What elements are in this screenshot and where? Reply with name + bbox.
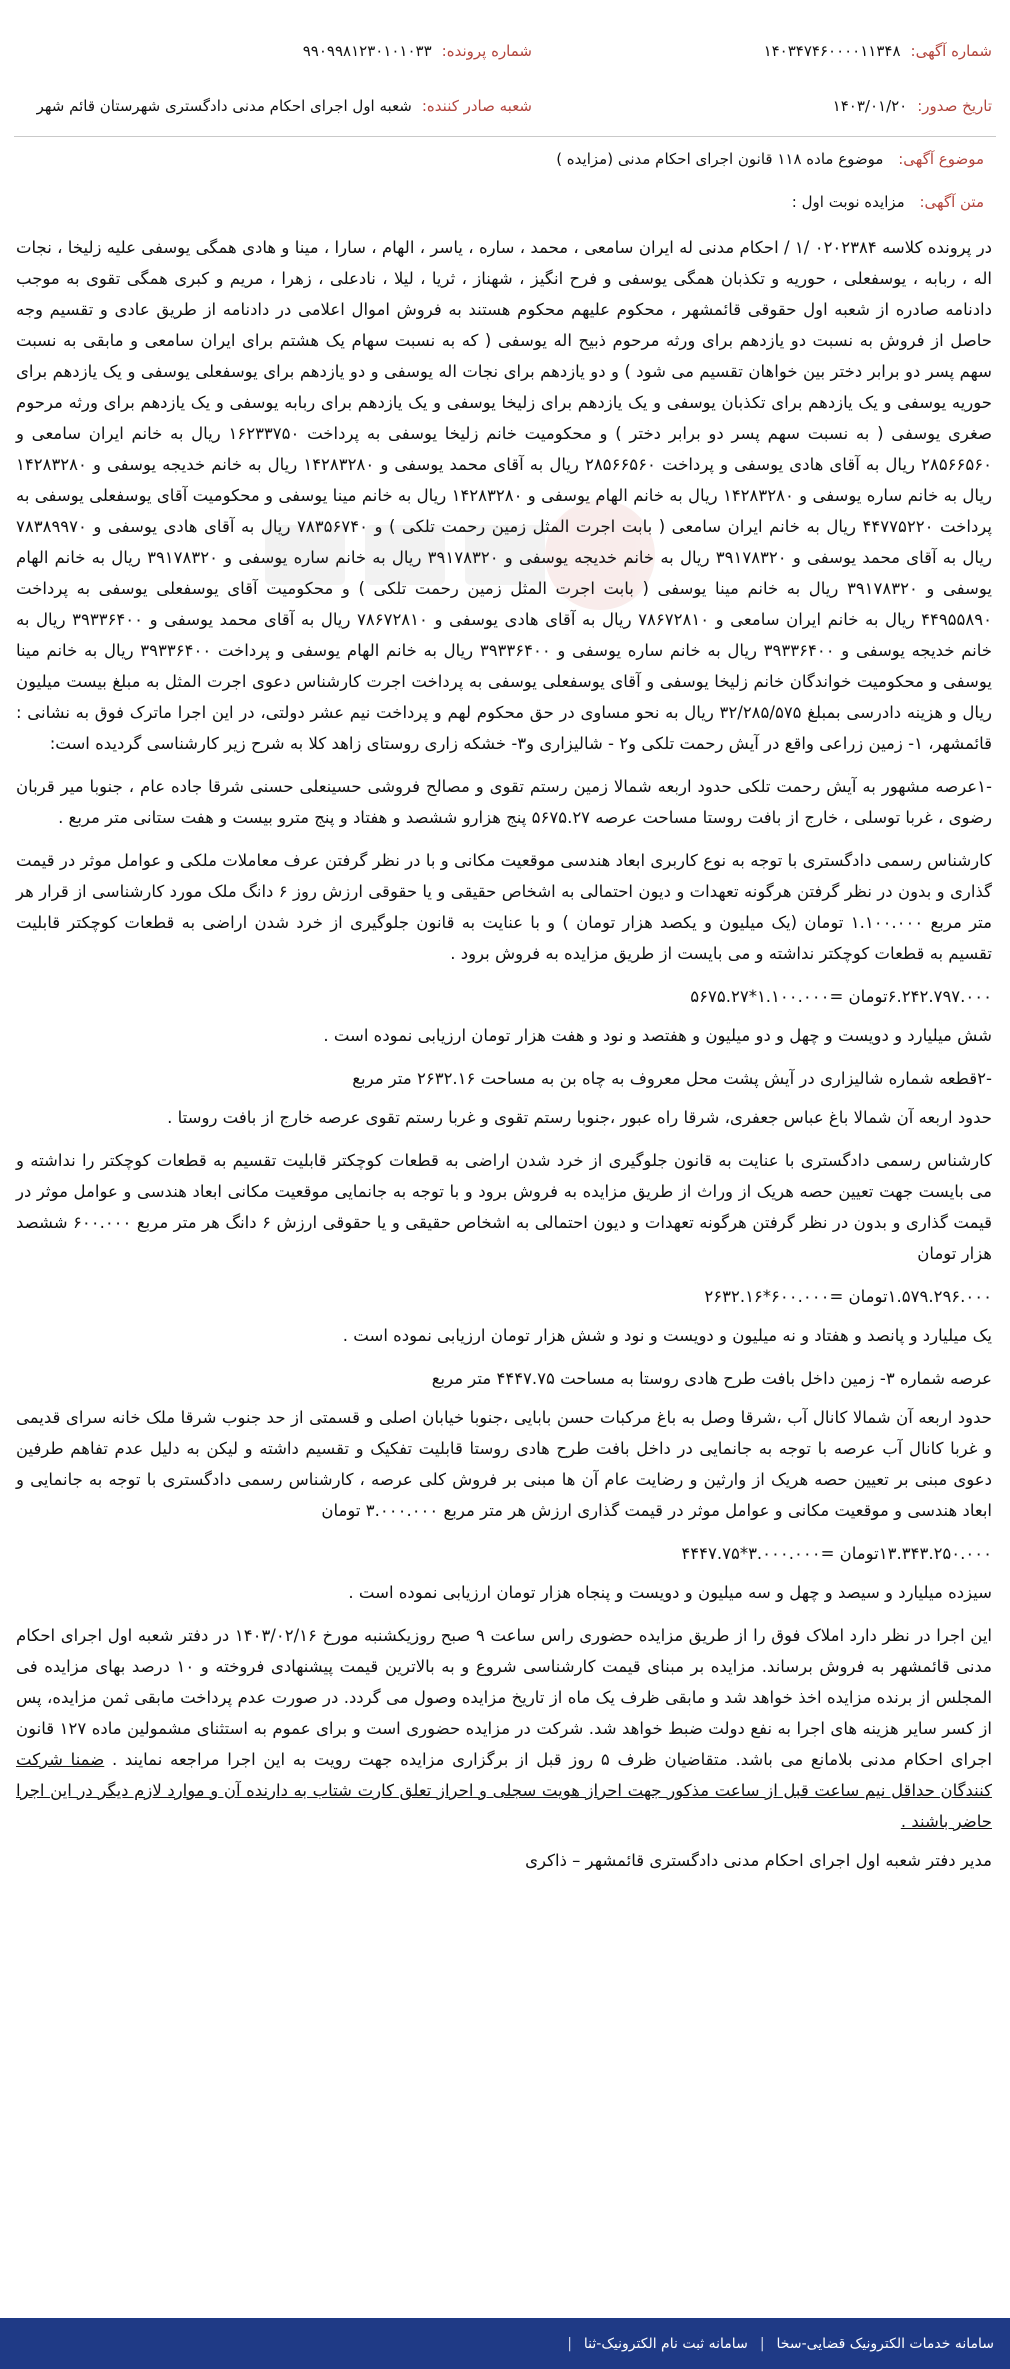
auction-attendance-note: ضمنا شرکت کنندگان حداقل نیم ساعت قبل از ساعت مذکور جهت احراز هویت سجلی و احراز تعلق کارت شتاب به دارنده آن و موارد لازم دیگر در این اجرا حاضر باشند . <box>16 1750 992 1831</box>
body-title-label: متن آگهی: <box>919 193 984 211</box>
paragraph-parcel-1-description: -۱عرصه مشهور به آیش رحمت تلکی حدود اربعه شمالا زمین رستم تقوی و مصالح فروشی حسینعلی حسنی شرقا جاده عام ، جنوبا میر قربان رضوی ، غربا توسلی ، خارج از بافت روستا مساحت عرصه ۵۶۷۵.۲۷ پنج هزارو ششصد و هفتاد و پنج مترو بیست و هفت ستانی متر مربع . <box>16 777 992 827</box>
paragraph-parcel-1-appraisal: کارشناس رسمی دادگستری با توجه به نوع کاربری ابعاد هندسی موقعیت مکانی و با در نظر گرفتن عرف معاملات ملکی و عوامل موثر در قیمت گذاری و بدون در نظر گرفتن هرگونه تعهدات و دیون احتمالی به اشخاص حقیقی و یا حقوقی ارزش روز ۶ دانگ ملک مورد کارشناسی از قرار هر متر مربع ۱.۱۰۰.۰۰۰ تومان (یک میلیون و یکصد هزار تومان ) و با عنایت به قانون جلوگیری از خرد شدن اراضی به قطعات کوچکتر قابلیت تقسیم به قطعات کوچکتر نداشته و می بایست از طریق مزایده به فروش برود . <box>16 851 993 963</box>
paragraph-parcel-3-value-words: سیزده میلیارد و سیصد و چهل و سه میلیون و دویست و پنجاه هزار تومان ارزیابی نموده است . <box>348 1583 992 1602</box>
footer-bar <box>0 2318 1010 2369</box>
paragraph-signature: مدیر دفتر شعبه اول اجرای احکام مدنی دادگستری قائمشهر – ذاکری <box>525 1851 992 1870</box>
subject-label: موضوع آگهی: <box>898 150 984 168</box>
file-number-block <box>18 42 532 60</box>
subject-value: موضوع ماده ۱۱۸ قانون اجرای احکام مدنی (مزایده ) <box>556 150 884 168</box>
paragraph-parcel-2-boundaries: حدود اربعه آن شمالا باغ عباس جعفری، شرقا راه عبور ،جنوبا رستم تقوی و غربا رستم تقوی عرصه خارج از بافت روستا . <box>167 1108 992 1127</box>
footer-link-sakha[interactable]: سامانه خدمات الکترونیک قضایی-سخا <box>776 2335 994 2352</box>
issue-date-block <box>532 97 992 115</box>
header-row-2 <box>18 97 992 115</box>
ad-body-text <box>16 232 992 1888</box>
paragraph-parcel-3-appraisal: حدود اربعه آن شمالا کانال آب ،شرقا وصل به باغ مرکبات حسن بابایی ،جنوبا خیابان اصلی و قسمتی از حد جنوب شرقا ملک خانه سرای قدیمی و غربا کانال آب عرصه با توجه به جانمایی در داخل بافت طرح هادی روستا قابلیت تفکیک و تقسیم داشته و لیکن به دلیل عدم تفاهم طرفین دعوی مبنی بر تعیین حصه هریک از وارثین و رضایت عام آن ها مبنی بر فروش کلی عرصه ، کارشناس رسمی دادگستری با توجه به جانمایی و ابعاد هندسی و موقعیت مکانی و عوامل موثر در قیمت گذاری ارزش هر متر مربع ۳.۰۰۰.۰۰۰ تومان <box>16 1408 992 1520</box>
paragraph-parcel-2-title: -۲قطعه شماره شالیزاری در آیش پشت محل معروف به چاه بن به مساحت ۲۶۳۲.۱۶ متر مربع <box>352 1069 992 1088</box>
file-number-label: شماره پرونده: <box>441 42 532 60</box>
paragraph-parcel-2-calculation: ۱.۵۷۹.۲۹۶.۰۰۰تومان =۶۰۰.۰۰۰*۲۶۳۲.۱۶ <box>704 1287 992 1306</box>
ad-number-value: ۱۴۰۳۴۷۴۶۰۰۰۰۱۱۳۴۸ <box>763 42 901 60</box>
paragraph-parcel-1-calculation: ۶.۲۴۲.۷۹۷.۰۰۰تومان =۱.۱۰۰.۰۰۰*۵۶۷۵.۲۷ <box>690 987 992 1006</box>
footer-separator-end: | <box>567 2335 572 2352</box>
auction-terms-text: این اجرا در نظر دارد املاک فوق را از طریق مزایده حضوری راس ساعت ۹ صبح روزیکشنبه مورخ ۱۴۰۳/۰۲/۱۶ در دفتر شعبه اول اجرای احکام مدنی قائمشهر به فروش برساند. مزایده بر مبنای قیمت کارشناسی شروع و به بالاترین قیمت پیشنهادی فروخته و ۱۰ درصد بهای مزایده فی المجلس از برنده مزایده اخذ خواهد شد و مابقی ظرف یک ماه از تاریخ مزایده وصول می گردد. در صورت عدم پرداخت مابقی ثمن مزایده، پس از کسر سایر هزینه های اجرا به نفع دولت ضبط خواهد شد. شرکت در مزایده حضوری است و برای عموم به استثنای مشمولین ماده ۱۲۷ قانون اجرای احکام مدنی بلامانع می باشد. متقاضیان ظرف ۵ روز قبل از برگزاری مزایده جهت رویت به این اجرا مراجعه نمایند . <box>16 1626 993 1769</box>
ad-number-label: شماره آگهی: <box>910 42 992 60</box>
ad-number-block <box>532 42 992 60</box>
paragraph-auction-terms <box>16 1620 992 1837</box>
paragraph-parcel-1-value-words: شش میلیارد و دویست و چهل و دو میلیون و هفتصد و نود و هفت هزار تومان ارزیابی نموده است . <box>323 1026 992 1045</box>
paragraph-parcel-2-appraisal: کارشناس رسمی دادگستری با عنایت به قانون جلوگیری از خرد شدن اراضی به قطعات کوچکتر قابلیت تقسیم به قطعات کوچکتر را نداشته و می بایست جهت تعیین حصه هریک از وراث از طریق مزایده به فروش برود و با توجه به جانمایی موقعیت مکانی ابعاد هندسی و عوامل موثر در قیمت گذاری و بدون در نظر گرفتن هرگونه تعهدات و دیون احتمالی به اشخاص حقیقی و یا حقوقی ارزش ۶ دانگ هر متر مربع ۶۰۰.۰۰۰ ششصد هزار تومان <box>16 1151 992 1263</box>
issuer-value: شعبه اول اجرای احکام مدنی دادگستری شهرستان قائم شهر <box>36 97 412 115</box>
issuer-block <box>18 97 532 115</box>
issue-date-value: ۱۴۰۳/۰۱/۲۰ <box>832 97 908 115</box>
footer-link-sana[interactable]: سامانه ثبت نام الکترونیک-ثنا <box>583 2335 748 2352</box>
header-divider <box>14 136 996 137</box>
paragraph-case-summary: در پرونده کلاسه ۰۲۰۲۳۸۴ /۱ / احکام مدنی له ایران سامعی ، محمد ، ساره ، یاسر ، الهام ، سارا ، مینا و هادی همگی یوسفی علیه زلیخا ، نجات اله ، ربابه ، یوسفعلی ، حوریه و تکذبان همگی یوسفی و فرح انگیز ، شهناز ، ثریا ، لیلا ، نادعلی ، زهرا ، مریم و کبری همگی تقوی به موجب دادنامه صادره از شعبه اول حقوقی قائمشهر ، محکوم علیهم محکوم هستند به فروش اموال اعلامی در دادنامه از طریق عادی و تقسیم وجه حاصل از فروش به نسبت دو یازدهم برای ورثه مرحوم ذبیح اله یوسفی ( که به نسبت سهام یک هشتم برای ایران سامعی و مابقی به نسبت سهم پسر دو برابر دختر بین خواهان تقسیم می شود ) و دو یازدهم برای نجات اله یوسفی و دو یازدهم برای یوسفعلی یوسفی و یک یازدهم برای حوریه یوسفی و یک یازدهم برای تکذبان یوسفی و یک یازدهم برای زلیخا یوسفی و یک یازدهم برای ربابه یوسفی و یک یازدهم برای ورثه مرحوم صغری یوسفی ( به نسبت سهم پسر دو برابر دختر ) و محکومیت خانم زلیخا یوسفی به پرداخت ۱۶۲۳۳۷۵۰ ریال به خانم ایران سامعی و ۲۸۵۶۶۵۶۰ ریال به آقای هادی یوسفی و پرداخت ۲۸۵۶۶۵۶۰ ریال به آقای محمد یوسفی و ۱۴۲۸۳۲۸۰ ریال به خانم خدیجه یوسفی و ۱۴۲۸۳۲۸۰ ریال به خانم ساره یوسفی و ۱۴۲۸۳۲۸۰ ریال به خانم الهام یوسفی و ۱۴۲۸۳۲۸۰ ریال به خانم مینا یوسفی و محکومیت آقای یوسفعلی یوسفی به پرداخت ۴۴۷۷۵۲۲۰ ریال به خانم ایران سامعی ( بابت اجرت المثل زمین رحمت تلکی ) و ۷۸۳۵۶۷۴۰ ریال به آقای هادی یوسفی و ۷۸۳۸۹۹۷۰ ریال به آقای محمد یوسفی و ۳۹۱۷۸۳۲۰ ریال به خانم خدیجه یوسفی و ۳۹۱۷۸۳۲۰ ریال به خانم ساره یوسفی و ۳۹۱۷۸۳۲۰ ریال به خانم الهام یوسفی و ۳۹۱۷۸۳۲۰ ریال به خانم مینا یوسفی ( بابت اجرت المثل زمین رحمت تلکی ) و محکومیت آقای یوسفعلی یوسفی به پرداخت ۴۴۹۵۵۸۹۰ ریال به خانم ایران سامعی و ۷۸۶۷۲۸۱۰ ریال به آقای هادی یوسفی و ۷۸۶۷۲۸۱۰ ریال به آقای محمد یوسفی و ۳۹۳۳۶۴۰۰ ریال به خانم خدیجه یوسفی و ۳۹۳۳۶۴۰۰ ریال به خانم ساره یوسفی و ۳۹۳۳۶۴۰۰ ریال به خانم الهام یوسفی و پرداخت ۳۹۳۳۶۴۰۰ ریال به خانم مینا یوسفی و محکومیت خواندگان خانم زلیخا یوسفی و آقای یوسفعلی یوسفی به پرداخت اجرت کارشناس دعوی اجرت المثل به مبلغ بیست میلیون ریال و هزینه دادرسی بمبلغ ۳۲/۲۸۵/۵۷۵ ریال به نحو مساوی در حق محکوم لهم و پرداخت نیم عشر دولتی، در این اجرا ماترک فوق به نشانی : قائمشهر، ۱- زمین زراعی واقع در آیش رحمت تلکی و۲ - شالیزاری و۳- خشکه زاری روستای زاهد کلا به شرح زیر کارشناسی گردیده است: <box>16 238 993 753</box>
body-title-value: مزایده نوبت اول : <box>791 193 905 211</box>
file-number-value: ۹۹۰۹۹۸۱۲۳۰۱۰۱۰۳۳ <box>302 42 432 60</box>
header-row-1 <box>18 42 992 60</box>
issue-date-label: تاریخ صدور: <box>917 97 992 115</box>
paragraph-parcel-3-calculation: ۱۳.۳۴۳.۲۵۰.۰۰۰تومان =۳.۰۰۰.۰۰۰*۴۴۴۷.۷۵ <box>681 1544 992 1563</box>
paragraph-parcel-3-title: عرصه شماره ۳- زمین داخل بافت طرح هادی روستا به مساحت ۴۴۴۷.۷۵ متر مربع <box>431 1369 992 1388</box>
issuer-label: شعبه صادر کننده: <box>421 97 532 115</box>
paragraph-parcel-2-value-words: یک میلیارد و پانصد و هفتاد و نه میلیون و دویست و نود و شش هزار تومان ارزیابی نموده است . <box>342 1326 992 1345</box>
footer-separator: | <box>759 2335 765 2352</box>
ad-body-title <box>792 193 984 211</box>
ad-subject <box>556 150 984 168</box>
